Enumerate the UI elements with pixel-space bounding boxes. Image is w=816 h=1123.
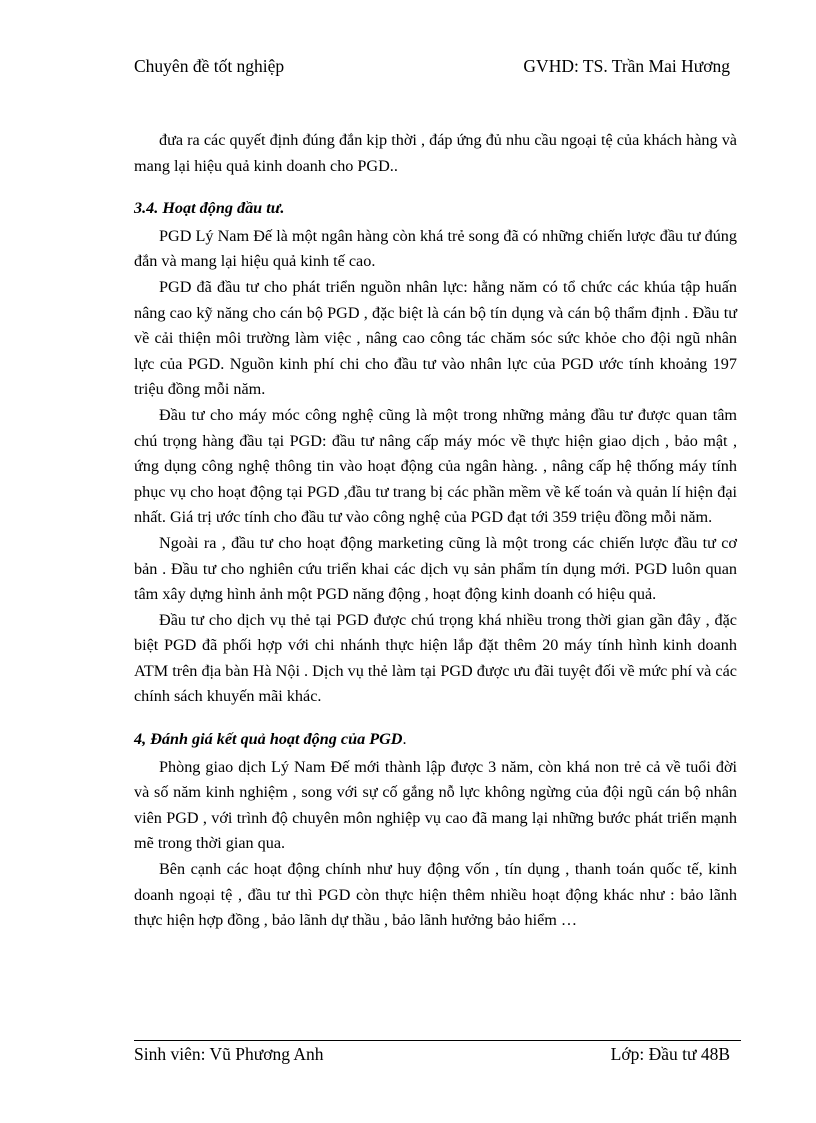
paragraph: Đầu tư cho máy móc công nghệ cũng là một trong những mảng đầu tư được quan tâm chú trọng hàng đầu tại PGD: đầu tư nâng cấp máy móc về thực hiện giao dịch , bảo mật , ứng dụng công nghệ thông tin vào hoạt động của ngân hàng. , nâng cấp hệ thống máy tính phục vụ cho hoạt động tại PGD ,đầu tư trang bị các phần mềm về kế toán và quản lí hiện đại nhất. Giá trị ước tính cho đầu tư vào công nghệ của PGD đạt tới 359 triệu đồng mỗi năm. <box>134 405 737 527</box>
paragraph: PGD đã đầu tư cho phát triển nguồn nhân lực: hằng năm có tổ chức các khúa tập huấn nâng cao kỹ năng cho cán bộ PGD , đặc biệt là cán bộ tín dụng và cán bộ thẩm định . Đầu tư về cải thiện môi trường làm việc , nâng cao công tác chăm sóc sức khỏe cho đội ngũ nhân lực của PGD. Nguồn kinh phí chi cho đầu tư vào nhân lực của PGD ước tính khoảng 197 triệu đồng mỗi năm. <box>134 277 737 399</box>
section-heading-4-text: 4, Đánh giá kết quả hoạt động của PGD <box>134 730 403 749</box>
page-body <box>134 128 737 934</box>
footer-divider <box>134 1040 741 1041</box>
section-heading-4 <box>134 727 737 753</box>
paragraph: PGD Lý Nam Đế là một ngân hàng còn khá trẻ song đã có những chiến lược đầu tư đúng đắn và mang lại hiệu quả kinh tế cao. <box>134 226 737 271</box>
paragraph: Phòng giao dịch Lý Nam Đế mới thành lập được 3 năm, còn khá non trẻ cả về tuổi đời và số năm kinh nghiệm , song với sự cố gắng nỗ lực không ngừng của đội ngũ cán bộ nhân viên PGD , với trình độ chuyên môn nghiệp vụ cao đã mang lại những bước phát triển mạnh mẽ trong thời gian qua. <box>134 757 737 853</box>
paragraph: Ngoài ra , đầu tư cho hoạt động marketing cũng là một trong các chiến lược đầu tư cơ bản . Đầu tư cho nghiên cứu triển khai các dịch vụ sản phẩm tín dụng mới. PGD luôn quan tâm xây dựng hình ảnh một PGD năng động , hoạt động kinh doanh có hiệu quả. <box>134 533 737 604</box>
header-supervisor: GVHD: TS. Trần Mai Hương <box>523 56 730 76</box>
header-document-type: Chuyên đề tốt nghiệp <box>134 56 285 76</box>
section-heading-3-4: 3.4. Hoạt động đầu tư. <box>134 199 285 218</box>
footer-student: Sinh viên: Vũ Phương Anh <box>134 1044 324 1064</box>
page-footer <box>134 1044 730 1068</box>
section-heading-4-period: . <box>402 730 407 749</box>
paragraph-intro: đưa ra các quyết định đúng đắn kịp thời , đáp ứng đủ nhu cầu ngoại tệ của khách hàng và mang lại hiệu quả kinh doanh cho PGD.. <box>134 131 737 175</box>
paragraph: Đầu tư cho dịch vụ thẻ tại PGD được chú trọng khá nhiều trong thời gian gần đây , đặc biệt PGD đã phối hợp với chi nhánh thực hiện lắp đặt thêm 20 máy tính hình kinh doanh ATM trên địa bàn Hà Nội . Dịch vụ thẻ làm tại PGD được ưu đãi tuyệt đối về mức phí và các chính sách khuyến mãi khác. <box>134 610 737 706</box>
paragraph: Bên cạnh các hoạt động chính như huy động vốn , tín dụng , thanh toán quốc tế, kinh doanh ngoại tệ , đầu tư thì PGD còn thực hiện thêm nhiều hoạt động khác như : bảo lãnh thực hiện hợp đồng , bảo lãnh dự thầu , bảo lãnh hưởng bảo hiểm … <box>134 860 737 930</box>
page-header <box>134 56 730 80</box>
footer-class: Lớp: Đầu tư 48B <box>610 1044 730 1064</box>
